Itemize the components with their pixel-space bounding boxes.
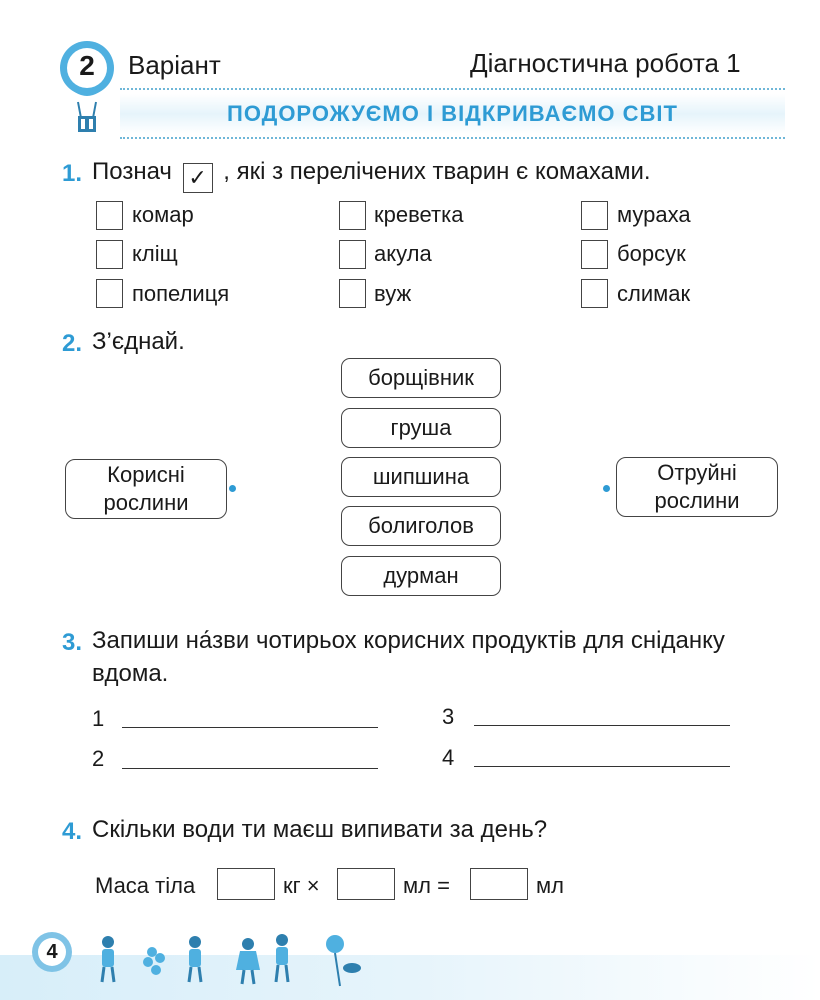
task-4-question: Скільки води ти маєш випивати за день? [92, 816, 548, 843]
task-1-number: 1. [62, 160, 83, 187]
option-label: вуж [374, 281, 412, 306]
task-1-text-before: Познач [92, 158, 172, 185]
plant-card[interactable]: дурман [341, 556, 501, 596]
child-icon [236, 938, 260, 984]
option-label: слимак [617, 281, 691, 306]
divider [120, 88, 785, 90]
option-label: кліщ [132, 241, 178, 266]
connector-dot[interactable] [229, 485, 236, 492]
child-icon [102, 936, 114, 982]
task-3-question-line1: Запиши на́зви чотирьох корисних продуктів для сніданку [92, 627, 725, 654]
unit-ml-equals: мл = [403, 873, 450, 898]
task-2-number: 2. [62, 330, 83, 357]
checkbox-akula[interactable] [339, 240, 366, 269]
useful-plants-line2: рослини [103, 490, 189, 515]
theme-banner [120, 94, 785, 134]
poisonous-plants-box[interactable] [616, 457, 778, 517]
answer-number: 4 [442, 745, 455, 770]
checkbox-murakha[interactable] [581, 201, 608, 230]
body-mass-input[interactable] [217, 868, 275, 900]
divider [120, 137, 785, 139]
answer-number: 2 [92, 746, 105, 771]
option-label: попелиця [132, 281, 230, 306]
option-label: комар [132, 202, 194, 227]
option-label: мураха [617, 202, 691, 227]
body-mass-label: Маса тіла [95, 873, 196, 898]
checkbox-borsuk[interactable] [581, 240, 608, 269]
poisonous-plants-line1: Отруйні [657, 460, 737, 485]
useful-plants-box[interactable] [65, 459, 227, 519]
task-1-question [92, 158, 651, 193]
task-3-question-line2: вдома. [92, 660, 169, 687]
task-2-question: З’єднай. [92, 328, 185, 355]
result-input[interactable] [470, 868, 528, 900]
plant-card[interactable]: груша [341, 408, 501, 448]
variant-number: 2 [79, 50, 95, 81]
checkbox-krevetka[interactable] [339, 201, 366, 230]
ml-per-kg-input[interactable] [337, 868, 395, 900]
variant-label: Варіант [128, 50, 221, 80]
plant-card[interactable]: шипшина [341, 457, 501, 497]
task-3-number: 3. [62, 629, 83, 656]
theme-title: ПОДОРОЖУЄМО І ВІДКРИВАЄМО СВІТ [227, 101, 678, 126]
answer-line-3[interactable] [474, 725, 730, 726]
plant-card[interactable]: болиголов [341, 506, 501, 546]
answer-line-4[interactable] [474, 766, 730, 767]
answer-line-1[interactable] [122, 727, 378, 728]
plant-card[interactable]: борщівник [341, 358, 501, 398]
useful-plants-line1: Корисні [107, 462, 185, 487]
unit-kg: кг × [283, 873, 320, 898]
checkbox-vuzh[interactable] [339, 279, 366, 308]
option-label: креветка [374, 202, 464, 227]
checkbox-popelytsia[interactable] [96, 279, 123, 308]
unit-ml: мл [536, 873, 564, 898]
task-1-text-after: , які з перелічених тварин є комахами. [223, 158, 651, 185]
work-title: Діагностична робота 1 [470, 48, 741, 78]
child-icon [189, 936, 201, 982]
option-label: борсук [617, 241, 686, 266]
poisonous-plants-line2: рослини [654, 488, 740, 513]
checkbox-klishch[interactable] [96, 240, 123, 269]
checkbox-slymak[interactable] [581, 279, 608, 308]
check-sample-icon: ✓ [183, 163, 213, 193]
answer-line-2[interactable] [122, 768, 378, 769]
page-number: 4 [46, 941, 58, 963]
checkbox-komar[interactable] [96, 201, 123, 230]
task-4-number: 4. [62, 818, 83, 845]
child-icon [276, 934, 288, 982]
children-illustration [90, 928, 370, 990]
option-label: акула [374, 241, 432, 266]
answer-number: 3 [442, 704, 455, 729]
answer-number: 1 [92, 706, 105, 731]
connector-dot[interactable] [603, 485, 610, 492]
